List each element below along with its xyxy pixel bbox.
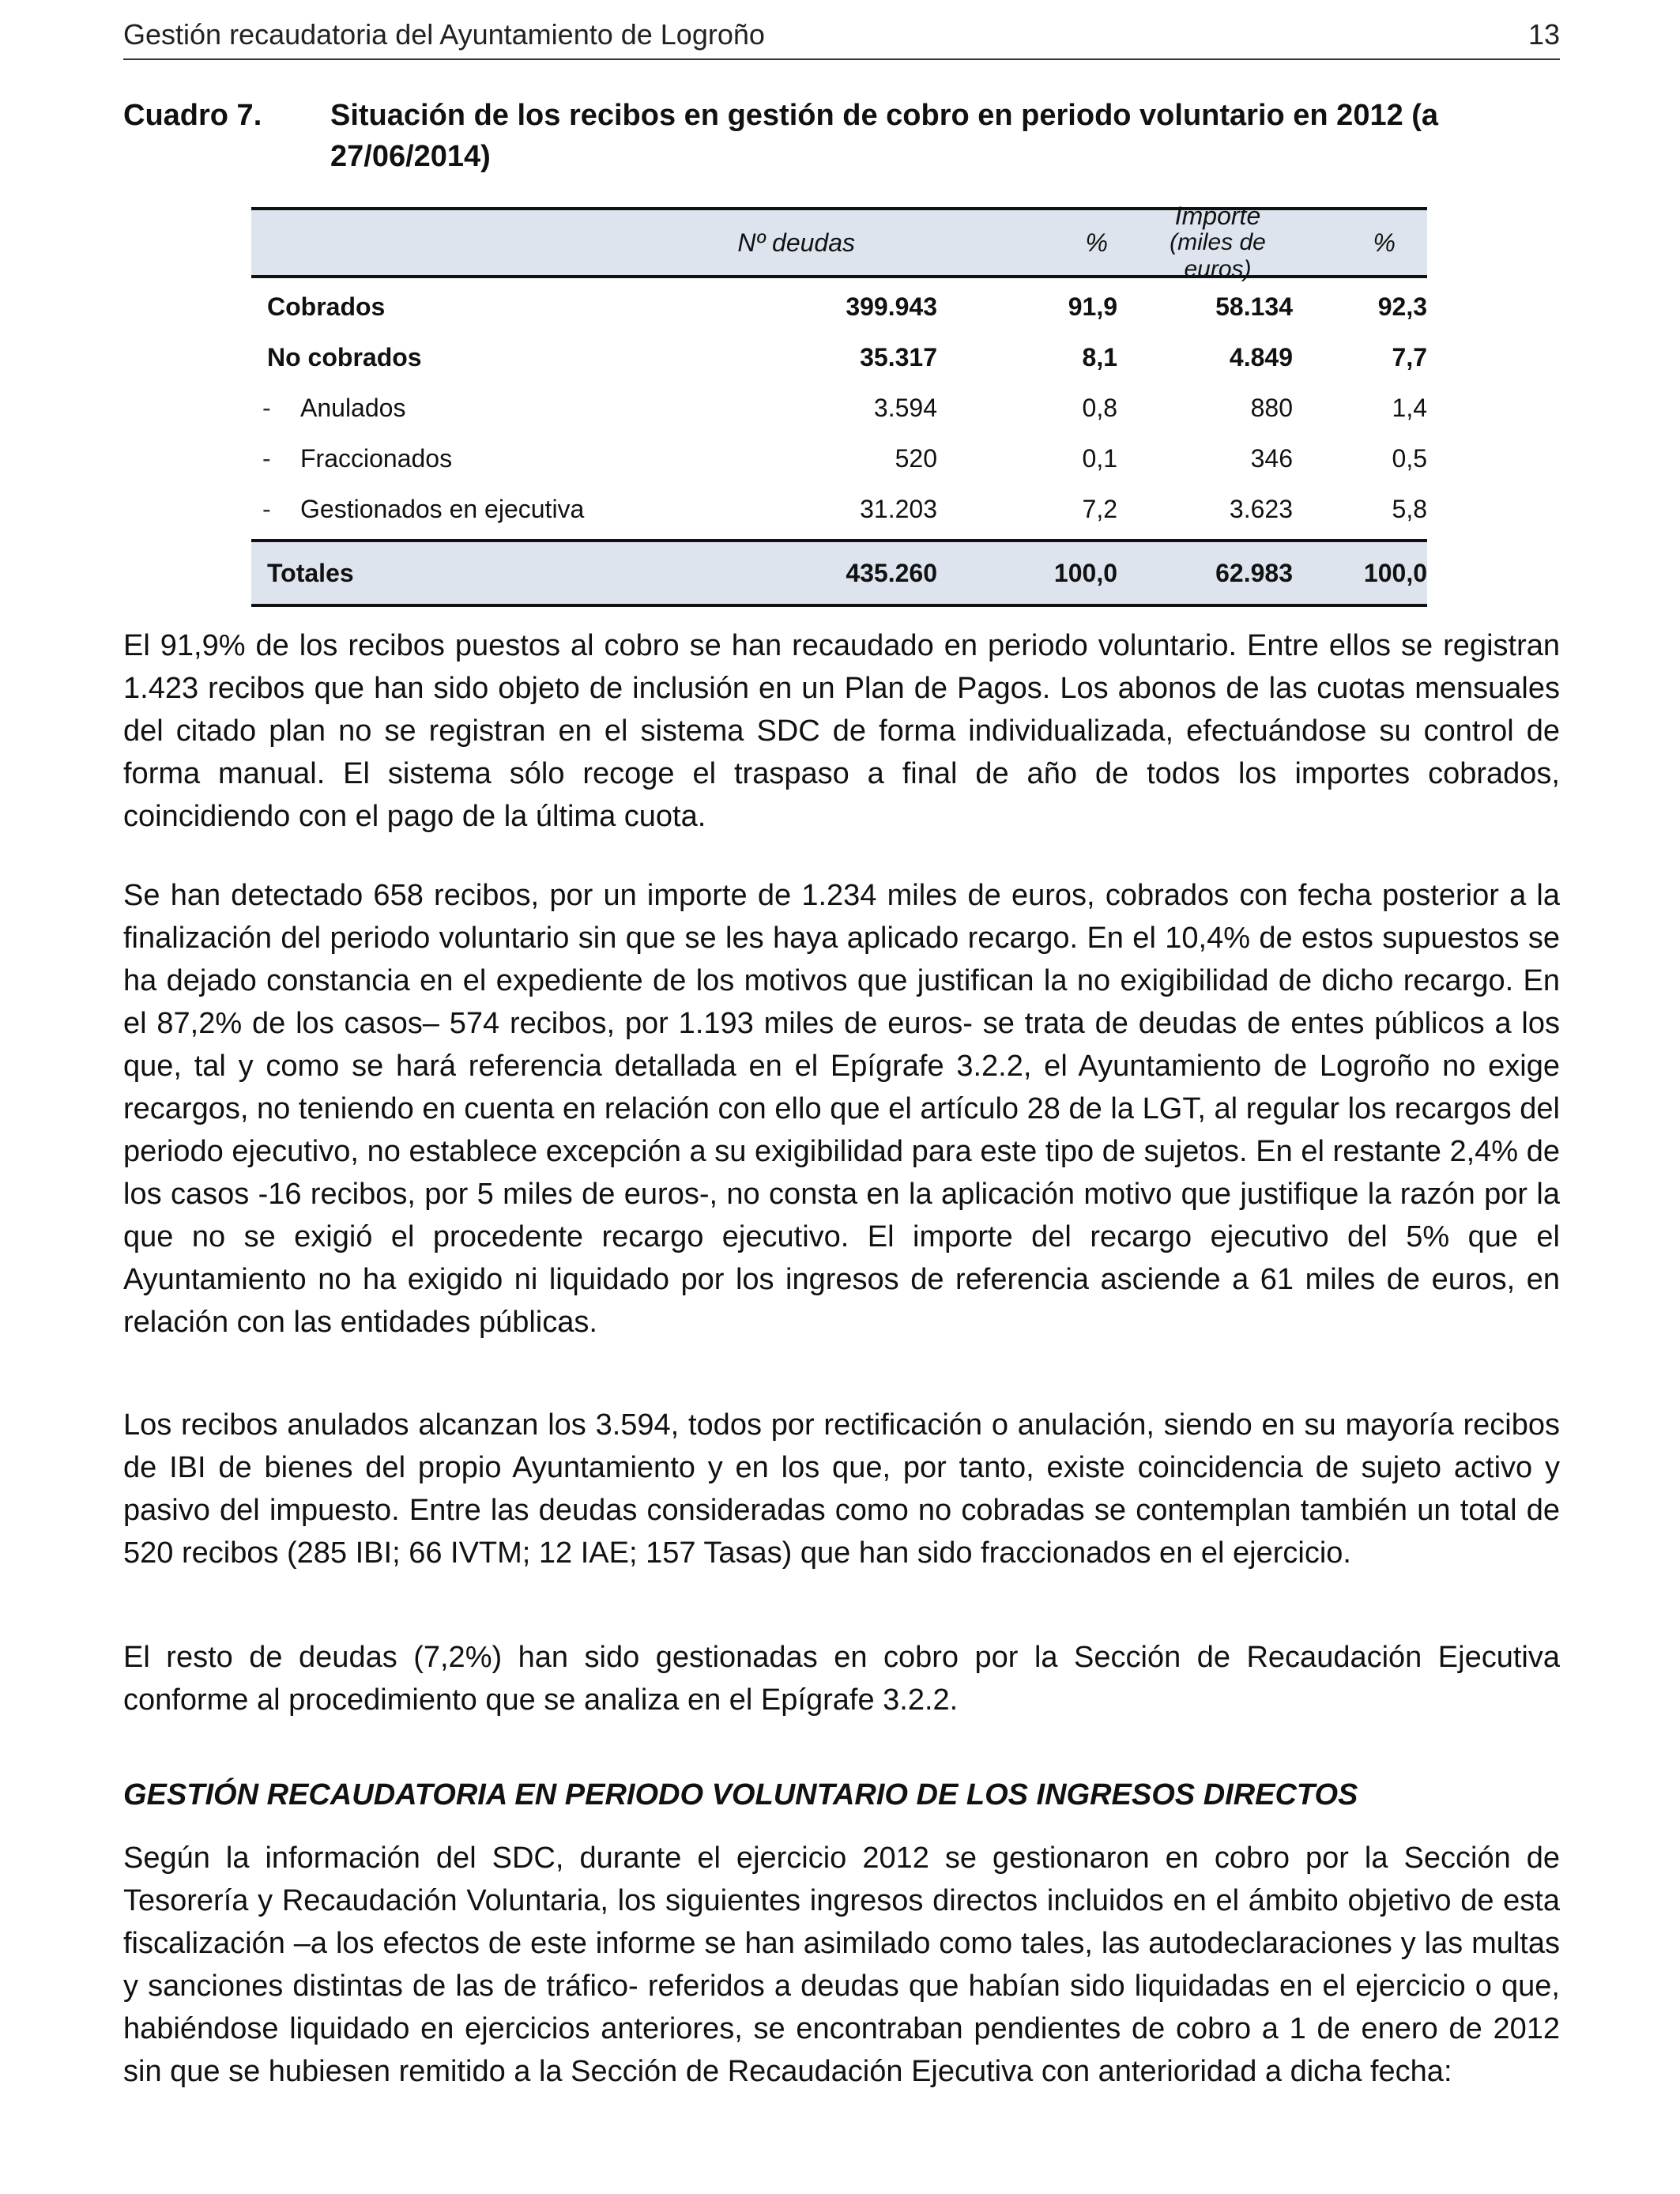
header-pct-importe: % xyxy=(1373,228,1396,257)
cell-importe: 58.134 xyxy=(1215,292,1293,321)
header-title: Gestión recaudatoria del Ayuntamiento de Logroño xyxy=(123,18,765,51)
cell-deudas: 520 xyxy=(895,443,937,473)
table-caption xyxy=(123,95,1560,177)
paragraph-4: El resto de deudas (7,2%) han sido gestionadas en cobro por la Sección de Recaudación Ejecutiva conforme al procedimiento que se analiza en el Epígrafe 3.2.2. xyxy=(123,1641,1560,1717)
receipts-table xyxy=(251,202,1427,607)
total-importe: 62.983 xyxy=(1215,558,1293,587)
total-deudas: 435.260 xyxy=(846,558,937,587)
cell-deudas: 3.594 xyxy=(873,393,937,422)
row-label: No cobrados xyxy=(267,342,422,371)
dash-bullet: - xyxy=(262,494,271,523)
cell-pct-deudas: 8,1 xyxy=(1082,342,1117,371)
cell-importe: 346 xyxy=(1250,443,1293,473)
header-importe-unit: (miles de euros) xyxy=(1170,229,1266,282)
cell-deudas: 399.943 xyxy=(846,292,937,321)
table-row xyxy=(251,433,1427,484)
paragraph-2: Se han detectado 658 recibos, por un importe de 1.234 miles de euros, cobrados con fecha posterior a la finalización del periodo voluntario sin que se les haya aplicado recargo. En el 10,4% de estos supuestos se ha dejado constancia en el expediente de los motivos que justifican la no exigibilidad de dicho recargo. En el 87,2% de los casos– 574 recibos, por 1.193 miles de euros- se trata de deudas de entes públicos a los que, tal y como se hará referencia detallada en el Epígrafe 3.2.2, el Ayuntamiento de Logroño no exige recargos, no teniendo en cuenta en relación con ello que el artículo 28 de la LGT, al regular los recargos del periodo ejecutivo, no establece excepción a su exigibilidad para este tipo de sujetos. En el restante 2,4% de los casos -16 recibos, por 5 miles de euros-, no consta en la aplicación motivo que justifique la razón por la que no se exigió el procedente recargo ejecutivo. El importe del recargo ejecutivo del 5% que el Ayuntamiento no ha exigido ni liquidado por los ingresos de referencia asciende a 61 miles de euros, en relación con las entidades públicas. xyxy=(123,879,1560,1339)
dash-bullet: - xyxy=(262,443,271,473)
dash-bullet: - xyxy=(262,393,271,422)
cell-pct-deudas: 7,2 xyxy=(1082,494,1117,523)
caption-label: Cuadro 7. xyxy=(123,99,262,132)
total-pct-deudas: 100,0 xyxy=(1053,558,1117,587)
cell-deudas: 31.203 xyxy=(860,494,937,523)
cell-importe: 4.849 xyxy=(1229,342,1293,371)
cell-pct-importe: 0,5 xyxy=(1392,443,1427,473)
caption-title: Situación de los recibos en gestión de cobro en periodo voluntario en 2012 (a 27/06/2014) xyxy=(330,99,1439,173)
header-pct-deudas: % xyxy=(1085,228,1108,257)
header-importe-label: Importe xyxy=(1174,202,1261,230)
row-label: Cobrados xyxy=(267,292,386,321)
cell-importe: 880 xyxy=(1250,393,1293,422)
total-pct-importe: 100,0 xyxy=(1363,558,1427,587)
paragraph-3: Los recibos anulados alcanzan los 3.594, todos por rectificación o anulación, siendo en su mayoría recibos de IBI de bienes del propio Ayuntamiento y en los que, por tanto, existe coincidencia de sujeto activo y pasivo del impuesto. Entre las deudas consideradas como no cobradas se contemplan también un total de 520 recibos (285 IBI; 66 IVTM; 12 IAE; 157 Tasas) que han sido fraccionados en el ejercicio. xyxy=(123,1408,1560,1570)
row-label: Fraccionados xyxy=(300,443,453,473)
paragraph-1: El 91,9% de los recibos puestos al cobro se han recaudado en periodo voluntario. Entre ellos se registran 1.423 recibos que han sido objeto de inclusión en un Plan de Pagos. Los abonos de las cuotas mensuales del citado plan no se registran en el sistema SDC de forma individualizada, efectuándose su control de forma manual. El sistema sólo recoge el traspaso a final de año de todos los importes cobrados, coincidiendo con el pago de la última cuota. xyxy=(123,629,1560,833)
table-header-row xyxy=(251,202,1427,282)
table-row xyxy=(251,484,1427,534)
row-label-cell xyxy=(251,444,714,473)
cell-importe: 3.623 xyxy=(1229,494,1293,523)
row-label-cell xyxy=(251,495,714,524)
cell-pct-importe: 1,4 xyxy=(1392,393,1427,422)
section-paragraph: Según la información del SDC, durante el ejercicio 2012 se gestionaron en cobro por la Sección de Tesorería y Recaudación Voluntaria, los siguientes ingresos directos incluidos en el ámbito objetivo de esta fiscalización –a los efectos de este informe se han asimilado como tales, las autodeclaraciones y las multas y sanciones distintas de las de tráfico- referidos a deudas que habían sido liquidadas en el ejercicio o que, habiéndose liquidado en ejercicios anteriores, se encontraban pendientes de cobro a 1 de enero de 2012 sin que se hubiesen remitido a la Sección de Recaudación Ejecutiva con anterioridad a dicha fecha: xyxy=(123,1842,1560,2088)
row-label-cell xyxy=(251,394,714,423)
section-title: GESTIÓN RECAUDATORIA EN PERIODO VOLUNTARIO DE LOS INGRESOS DIRECTOS xyxy=(123,1778,1358,1811)
cell-deudas: 35.317 xyxy=(860,342,937,371)
cell-pct-importe: 92,3 xyxy=(1377,292,1427,321)
header-deudas: Nº deudas xyxy=(737,228,855,257)
total-label: Totales xyxy=(267,558,354,587)
cell-pct-deudas: 91,9 xyxy=(1068,292,1117,321)
row-label: Anulados xyxy=(300,393,406,422)
page-number: 13 xyxy=(1527,18,1560,51)
page-header xyxy=(123,11,1560,60)
header-importe xyxy=(1117,202,1293,283)
cell-pct-deudas: 0,1 xyxy=(1082,443,1117,473)
table-row xyxy=(251,383,1427,433)
table-row xyxy=(251,281,1427,332)
table-total-row xyxy=(251,539,1427,607)
cell-pct-deudas: 0,8 xyxy=(1082,393,1117,422)
table-row xyxy=(251,332,1427,383)
cell-pct-importe: 5,8 xyxy=(1392,494,1427,523)
row-label: Gestionados en ejecutiva xyxy=(300,494,585,523)
cell-pct-importe: 7,7 xyxy=(1392,342,1427,371)
